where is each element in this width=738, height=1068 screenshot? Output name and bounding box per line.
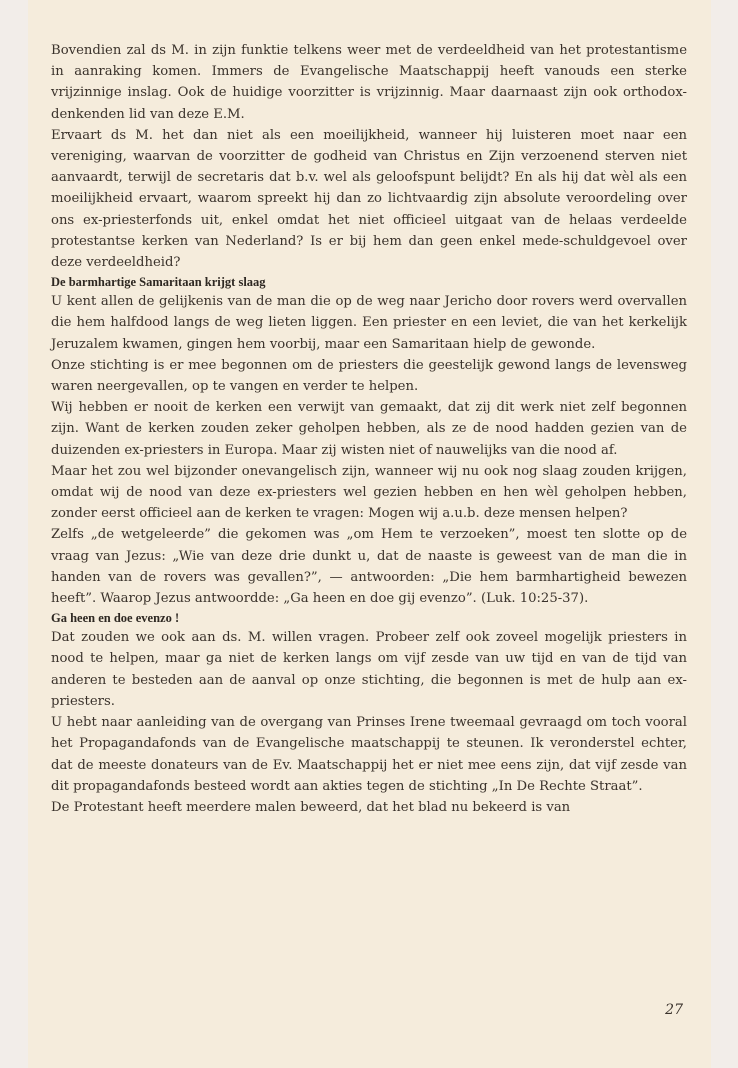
paragraph: U hebt naar aanleiding van de overgang van Prinses Irene tweemaal gevraagd om toch vooral het Propagandafonds van de Evangelische maatschappij te steunen. Ik veronderstel echter, dat de meeste donateurs van de Ev. Maatschappij het er niet mee eens zijn, dat vijf zesde van dit propagandafonds besteed wordt aan akties tegen de stichting „In De Rechte Straat”. — [51, 715, 687, 794]
section-heading: Ga heen en doe evenzo ! — [51, 611, 180, 626]
paragraph: U kent allen de gelijkenis van de man die op de weg naar Jericho door rovers werd overvallen die hem halfdood langs de weg lieten liggen. Een priester en een leviet, die van het kerkelijk Jeruzalem kwamen, gingen hem voorbij, maar een Samaritaan hielp de gewonde. — [51, 294, 687, 352]
paragraph: De Protestant heeft meerdere malen beweerd, dat het blad nu bekeerd is van — [51, 799, 571, 815]
page-number: 27 — [665, 1002, 683, 1018]
paragraph: Zelfs „de wetgeleerde” die gekomen was „om Hem te verzoeken”, moest ten slotte op de vraag van Jezus: „Wie van deze drie dunkt u, dat de naaste is geweest van de man die in handen van de rovers was gevallen?”, — antwoorden: „Die hem barmhartigheid bewezen heeft”. Waarop Jezus antwoordde: „Ga heen en doe gij evenzo”. (Luk. 10:25-37). — [51, 527, 687, 607]
section-heading: De barmhartige Samaritaan krijgt slaag — [51, 275, 266, 290]
paragraph: Wij hebben er nooit de kerken een verwijt van gemaakt, dat zij dit werk niet zelf begonnen zijn. Want de kerken zouden zeker geholpen hebben, als ze de nood hadden gezien van de duizenden ex-priesters in Europa. Maar zij wisten niet of nauwelijks van die nood af. — [51, 400, 687, 458]
document-page — [28, 0, 711, 1068]
paragraph: Dat zouden we ook aan ds. M. willen vragen. Probeer zelf ook zoveel mogelijk priesters in nood te helpen, maar ga niet de kerken langs om vijf zesde van uw tijd en van de tijd van anderen te besteden aan de aanval op onze stichting, die begonnen is met de hulp aan ex-priesters. — [51, 630, 687, 709]
paragraph: Onze stichting is er mee begonnen om de priesters die geestelijk gewond langs de levensweg waren neergevallen, op te vangen en verder te helpen. — [51, 357, 687, 395]
body-text — [51, 40, 687, 818]
paragraph: Maar het zou wel bijzonder onevangelisch zijn, wanneer wij nu ook nog slaag zouden krijgen, omdat wij de nood van deze ex-priesters wel gezien hebben en hen wèl geholpen hebben, zonder eerst officieel aan de kerken te vragen: Mogen wij a.u.b. deze mensen helpen? — [51, 463, 687, 522]
paragraph: Bovendien zal ds M. in zijn funktie telkens weer met de verdeeldheid van het protestantisme in aanraking komen. Immers de Evangelische Maatschappij heeft vanouds een sterke vrijzinnige inslag. Ook de huidige voorzitter is vrijzinnig. Maar daarnaast zijn ook orthodox-denkenden lid van deze E.M. — [51, 43, 687, 122]
paragraph: Ervaart ds M. het dan niet als een moeilijkheid, wanneer hij luisteren moet naar een vereniging, waarvan de voorzitter de godheid van Christus en Zijn verzoenend sterven niet aanvaardt, terwijl de secretaris dat b.v. wel als geloofspunt belijdt? En als hij dat wèl als een moeilijkheid ervaart, waarom spreekt hij dan zo lichtvaardig zijn absolute veroordeling over ons ex-priesterfonds uit, enkel omdat het niet officieel uitgaat van de helaas verdeelde protestantse kerken van Nederland? Is er bij hem dan geen enkel mede-schuldgevoel over deze verdeeldheid? — [51, 127, 687, 271]
